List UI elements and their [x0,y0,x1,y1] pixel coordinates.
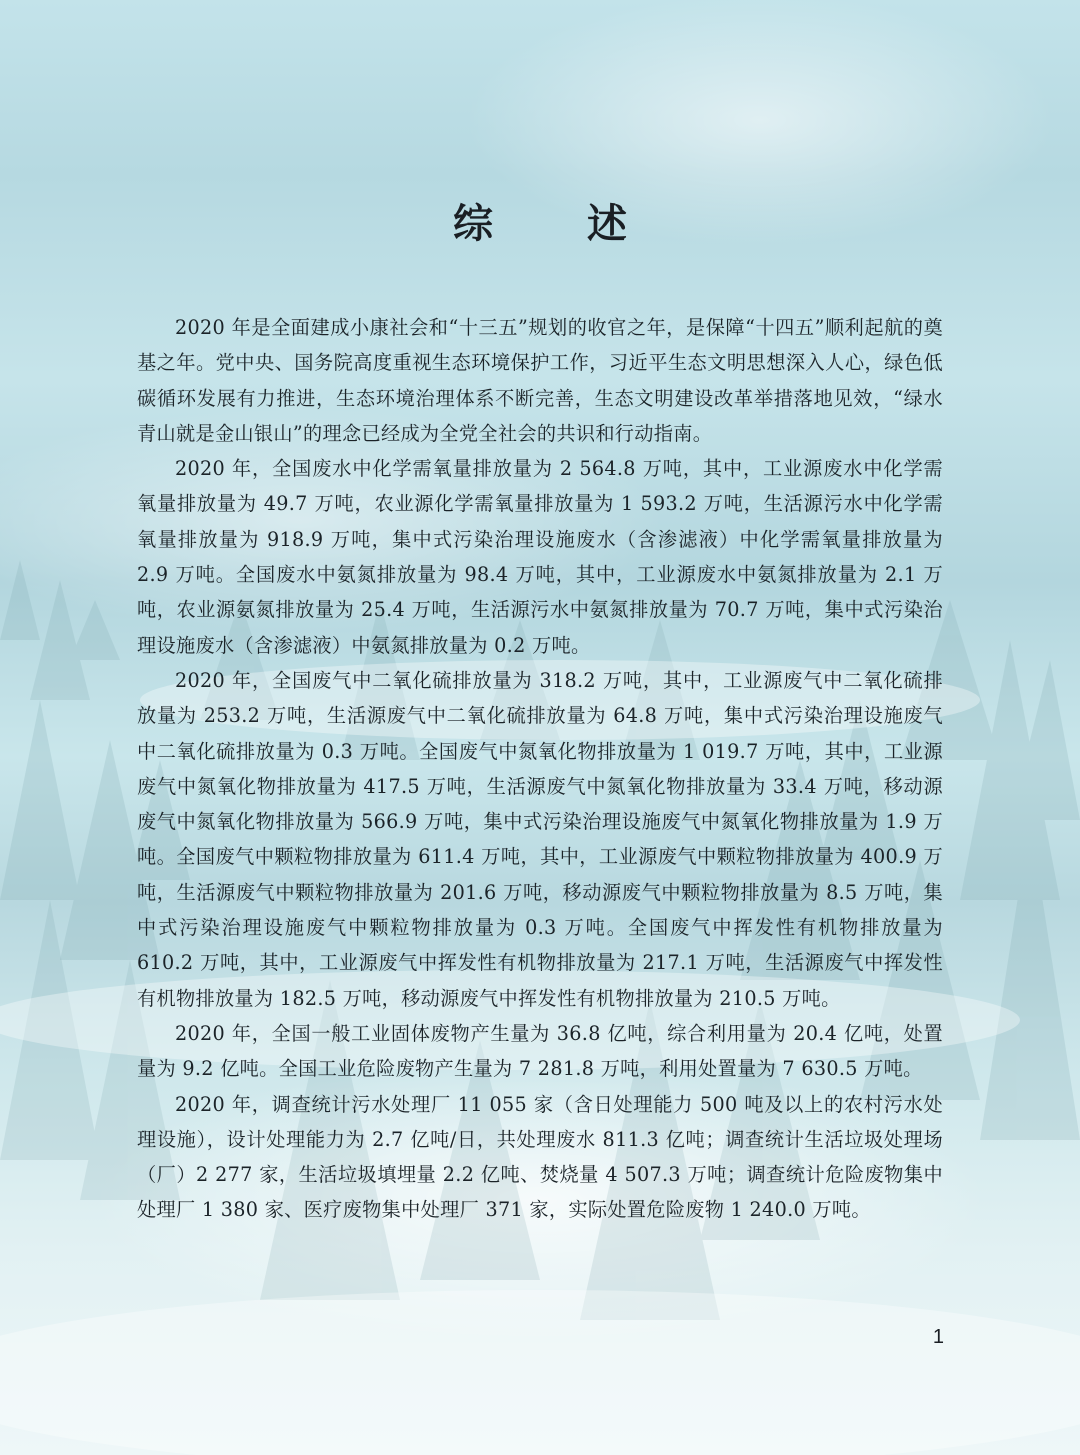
paragraph: 2020 年，全国废水中化学需氧量排放量为 2 564.8 万吨，其中，工业源废水中化学需氧量排放量为 49.7 万吨，农业源化学需氧量排放量为 1 593.2 万吨，生活源污水中化学需氧量排放量为 918.9 万吨，集中式污染治理设施废水（含渗滤液）中化学需氧量排放量为 2.9 万吨。全国废水中氨氮排放量为 98.4 万吨，其中，工业源废水中氨氮排放量为 2.1 万吨，农业源氨氮排放量为 25.4 万吨，生活源污水中氨氮排放量为 70.7 万吨，集中式污染治理设施废水（含渗滤液）中氨氮排放量为 0.2 万吨。 [137,457,943,657]
page-number: 1 [932,1326,944,1348]
paragraph: 2020 年，全国废气中二氧化硫排放量为 318.2 万吨，其中，工业源废气中二氧化硫排放量为 253.2 万吨，生活源废气中二氧化硫排放量为 64.8 万吨，集中式污染治理设施废气中二氧化硫排放量为 0.3 万吨。全国废气中氮氧化物排放量为 1 019.7 万吨，其中，工业源废气中氮氧化物排放量为 417.5 万吨，生活源废气中氮氧化物排放量为 33.4 万吨，移动源废气中氮氧化物排放量为 566.9 万吨，集中式污染治理设施废气中氮氧化物排放量为 1.9 万吨。全国废气中颗粒物排放量为 611.4 万吨，其中，工业源废气中颗粒物排放量为 400.9 万吨，生活源废气中颗粒物排放量为 201.6 万吨，移动源废气中颗粒物排放量为 8.5 万吨，集中式污染治理设施废气中颗粒物排放量为 0.3 万吨。全国废气中挥发性有机物排放量为 610.2 万吨，其中，工业源废气中挥发性有机物排放量为 217.1 万吨，生活源废气中挥发性有机物排放量为 182.5 万吨，移动源废气中挥发性有机物排放量为 210.5 万吨。 [137,668,943,1010]
page-title: 综 述 [453,200,667,247]
body-text [137,310,943,1228]
paragraph: 2020 年，调查统计污水处理厂 11 055 家（含日处理能力 500 吨及以上的农村污水处理设施），设计处理能力为 2.7 亿吨/日，共处理废水 811.3 亿吨；调查统计生活垃圾处理场（厂）2 277 家，生活垃圾填埋量 2.2 亿吨、焚烧量 4 507.3 万吨；调查统计危险废物集中处理厂 1 380 家、医疗废物集中处理厂 371 家，实际处置危险废物 1 240.0 万吨。 [137,1092,943,1222]
paragraph: 2020 年是全面建成小康社会和“十三五”规划的收官之年，是保障“十四五”顺利起航的奠基之年。党中央、国务院高度重视生态环境保护工作，习近平生态文明思想深入人心，绿色低碳循环发展有力推进，生态环境治理体系不断完善，生态文明建设改革举措落地见效，“绿水青山就是金山银山”的理念已经成为全党全社会的共识和行动指南。 [137,316,943,445]
paragraph: 2020 年，全国一般工业固体废物产生量为 36.8 亿吨，综合利用量为 20.4 亿吨，处置量为 9.2 亿吨。全国工业危险废物产生量为 7 281.8 万吨，利用处置量为 7 630.5 万吨。 [137,1021,943,1081]
